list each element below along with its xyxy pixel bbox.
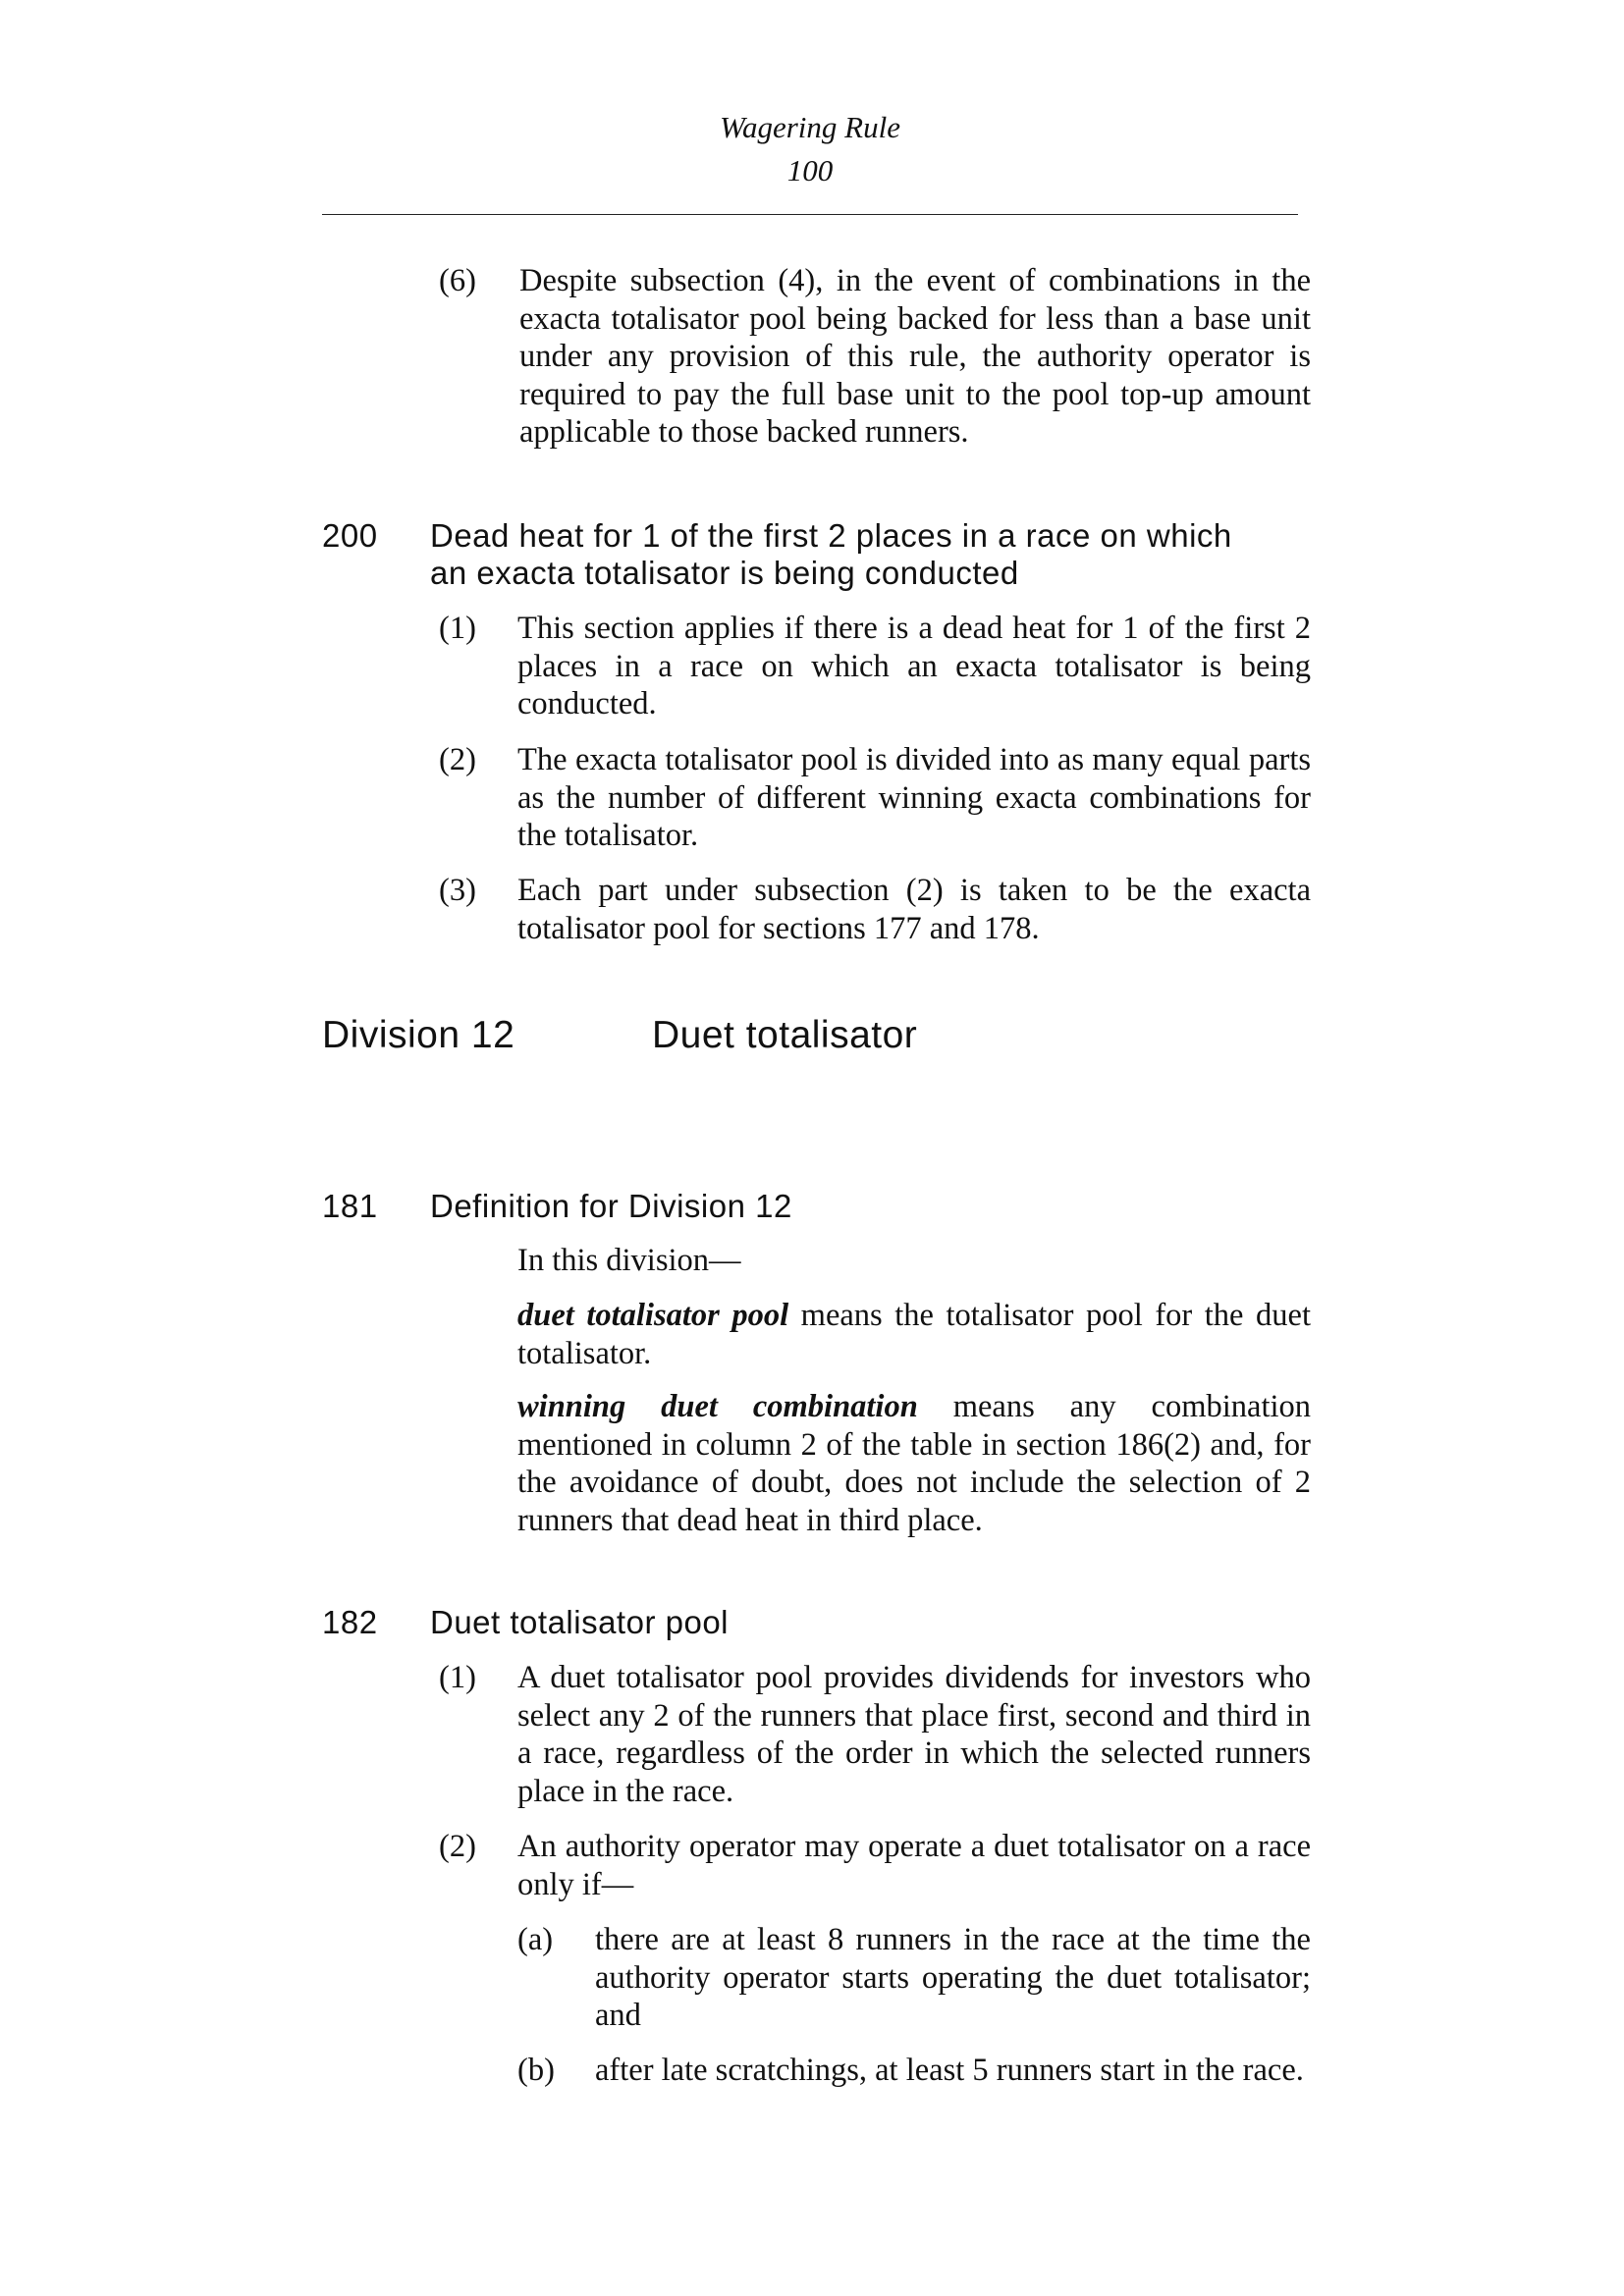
subsection-6-number: (6) xyxy=(439,263,476,298)
section-200-sub-1-text: This section applies if there is a dead heat for 1 of the first 2 places in a race on which an exacta totalisator is being conducted. xyxy=(517,611,1311,721)
division-number: Division 12 xyxy=(322,1014,515,1056)
paragraph-a-number: (a) xyxy=(517,1922,554,1957)
section-181-intro: In this division— xyxy=(517,1243,741,1278)
definition-term: duet totalisator pool xyxy=(517,1298,789,1333)
paragraph-b-number: (b) xyxy=(517,2053,555,2088)
paragraph-a-text: there are at least 8 runners in the race at the time the authority operator starts operating the duet totalisator; and xyxy=(595,1922,1311,2033)
section-182-sub-1-text: A duet totalisator pool provides dividends for investors who select any 2 of the runners that place first, second and third in a race, regardless of the order in which the selected runners place in the race. xyxy=(517,1660,1311,1809)
section-200-title xyxy=(430,517,1232,592)
section-182-title: Duet totalisator pool xyxy=(430,1604,730,1640)
section-200-sub-1-number: (1) xyxy=(439,611,476,646)
definition-winning-duet-combination xyxy=(517,1388,1311,1539)
section-182-sub-2-number: (2) xyxy=(439,1829,476,1864)
subsection-6-text: Despite subsection (4), in the event of combinations in the exacta totalisator pool being backed for less than a base unit under any provision of this rule, the authority operator is required to pay the full base unit to the pool top-up amount applicable to those backed runners. xyxy=(519,263,1311,450)
definition-text: means the totalisator pool for the duet totalisator. xyxy=(517,1298,1311,1371)
section-200-title-line-1: Dead heat for 1 of the first 2 places in a race on which xyxy=(430,517,1232,554)
header-title: Wagering Rule xyxy=(720,110,900,144)
paragraph-b-text: after late scratchings, at least 5 runners start in the race. xyxy=(595,2053,1304,2088)
header-divider xyxy=(322,214,1298,215)
section-200-sub-2-number: (2) xyxy=(439,742,476,777)
section-182-sub-2-text: An authority operator may operate a duet totalisator on a race only if— xyxy=(517,1829,1311,1902)
division-title: Duet totalisator xyxy=(652,1014,918,1056)
running-header xyxy=(322,106,1298,192)
section-200-sub-2-text: The exacta totalisator pool is divided into as many equal parts as the number of different winning exacta combinations for the totalisator. xyxy=(517,742,1311,853)
section-200-number: 200 xyxy=(322,517,378,554)
section-182-number: 182 xyxy=(322,1604,378,1640)
definition-duet-totalisator-pool xyxy=(517,1297,1311,1372)
section-200-sub-3-number: (3) xyxy=(439,873,476,908)
section-200-sub-3-text: Each part under subsection (2) is taken to be the exacta totalisator pool for sections 177 and 178. xyxy=(517,873,1311,946)
section-181-number: 181 xyxy=(322,1188,378,1224)
definition-term: winning duet combination xyxy=(517,1389,918,1424)
section-182-sub-1-number: (1) xyxy=(439,1660,476,1695)
definition-text: means any combination mentioned in column 2 of the table in section 186(2) and, for the avoidance of doubt, does not include the selection of 2 runners that dead heat in third place. xyxy=(517,1389,1312,1538)
section-181-title: Definition for Division 12 xyxy=(430,1188,792,1224)
header-page-number: 100 xyxy=(786,153,834,187)
section-200-title-line-2: an exacta totalisator is being conducted xyxy=(430,555,1019,591)
